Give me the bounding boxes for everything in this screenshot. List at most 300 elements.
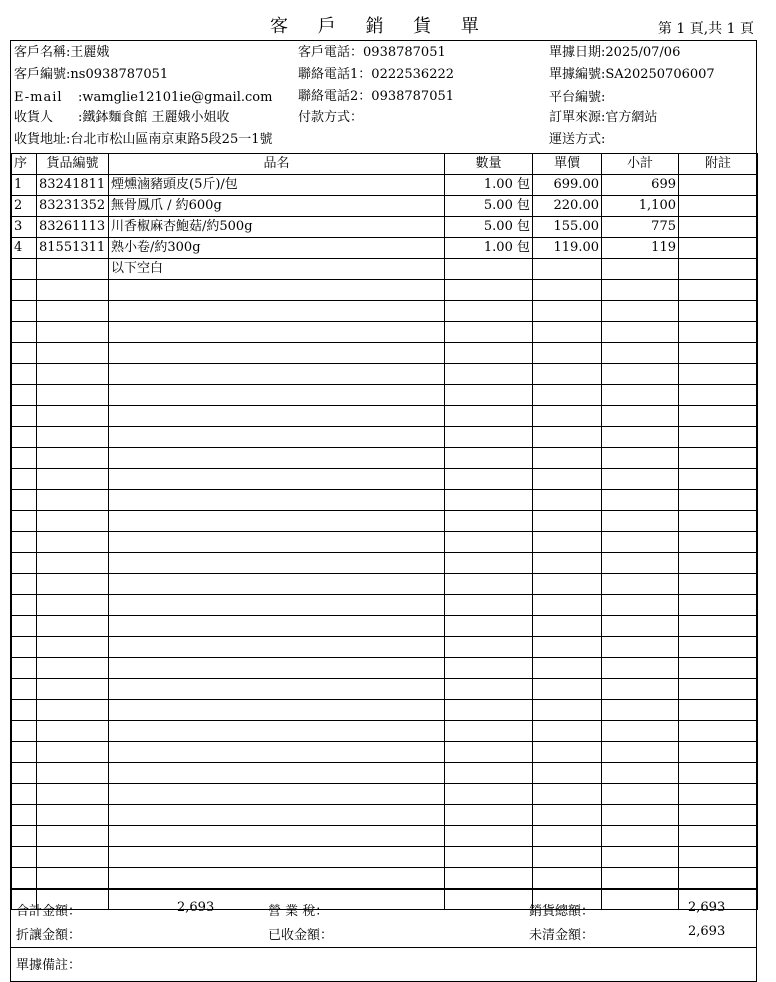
empty-cell xyxy=(602,553,679,574)
empty-cell xyxy=(12,742,37,763)
empty-cell xyxy=(445,805,533,826)
empty-cell xyxy=(602,868,679,889)
table-row xyxy=(12,532,758,553)
empty-cell xyxy=(37,700,109,721)
empty-cell xyxy=(37,784,109,805)
empty-cell xyxy=(12,469,37,490)
item-subtotal: 775 xyxy=(602,217,679,238)
email-value: wamglie12101ie@gmail.com xyxy=(82,90,273,105)
table-row xyxy=(12,868,758,889)
empty-cell xyxy=(445,490,533,511)
contact1-label: 聯絡電話1 xyxy=(298,67,359,82)
table-row xyxy=(12,511,758,532)
empty-cell xyxy=(445,301,533,322)
empty-cell xyxy=(445,616,533,637)
empty-cell xyxy=(12,511,37,532)
item-price: 155.00 xyxy=(533,217,602,238)
empty-cell xyxy=(533,679,602,700)
empty-cell xyxy=(602,511,679,532)
empty-cell xyxy=(37,679,109,700)
empty-cell xyxy=(12,847,37,868)
items-table xyxy=(11,153,758,910)
empty-cell xyxy=(533,448,602,469)
empty-cell xyxy=(109,868,445,889)
empty-cell xyxy=(533,616,602,637)
empty-cell xyxy=(37,847,109,868)
empty-cell xyxy=(533,700,602,721)
item-note xyxy=(679,238,758,259)
empty-cell xyxy=(109,637,445,658)
item-seq: 3 xyxy=(12,217,37,238)
item-name: 無骨鳳爪 / 約600g xyxy=(109,196,445,217)
address-label: 收貨地址 xyxy=(14,132,67,147)
blank-marker: 以下空白 xyxy=(109,259,445,280)
totals-section xyxy=(11,889,756,946)
outstanding-label: 未清金額： xyxy=(529,928,595,943)
address-value: 台北市松山區南京東路5段25一1號 xyxy=(70,132,273,147)
doc-no-value: SA20250706007 xyxy=(605,67,715,82)
empty-cell xyxy=(12,868,37,889)
empty-cell xyxy=(602,322,679,343)
empty-cell xyxy=(679,511,758,532)
empty-cell xyxy=(12,385,37,406)
empty-cell xyxy=(109,574,445,595)
empty-cell xyxy=(533,511,602,532)
empty-cell xyxy=(602,679,679,700)
table-row xyxy=(12,700,758,721)
empty-cell xyxy=(679,868,758,889)
item-unit: 包 xyxy=(516,177,530,192)
empty-cell xyxy=(679,322,758,343)
empty-cell xyxy=(533,406,602,427)
empty-cell xyxy=(445,385,533,406)
empty-cell xyxy=(445,742,533,763)
empty-cell xyxy=(12,679,37,700)
empty-cell xyxy=(37,364,109,385)
empty-cell xyxy=(602,826,679,847)
empty-cell xyxy=(679,469,758,490)
item-name: 熟小卷/約300g xyxy=(109,238,445,259)
empty-cell xyxy=(37,637,109,658)
discount-label: 折讓金額： xyxy=(16,928,82,943)
empty-cell xyxy=(109,280,445,301)
empty-cell xyxy=(533,322,602,343)
empty-cell xyxy=(109,406,445,427)
empty-cell xyxy=(602,637,679,658)
empty-cell xyxy=(109,553,445,574)
empty-cell xyxy=(445,826,533,847)
empty-cell xyxy=(602,721,679,742)
empty-cell xyxy=(679,406,758,427)
empty-cell xyxy=(533,574,602,595)
shipping-field: 運送方式: xyxy=(549,132,606,147)
empty-cell xyxy=(445,847,533,868)
empty-cell xyxy=(679,343,758,364)
empty-cell xyxy=(679,616,758,637)
empty-cell xyxy=(37,763,109,784)
empty-cell xyxy=(679,784,758,805)
table-row xyxy=(12,343,758,364)
empty-cell xyxy=(602,385,679,406)
empty-cell xyxy=(679,490,758,511)
empty-cell xyxy=(679,847,758,868)
empty-cell xyxy=(37,805,109,826)
empty-cell xyxy=(602,847,679,868)
empty-cell xyxy=(109,532,445,553)
table-row xyxy=(12,679,758,700)
empty-cell xyxy=(37,259,109,280)
table-row xyxy=(12,574,758,595)
empty-cell xyxy=(533,259,602,280)
empty-cell xyxy=(445,406,533,427)
item-unit: 包 xyxy=(516,198,530,213)
empty-cell xyxy=(445,637,533,658)
empty-cell xyxy=(37,616,109,637)
doc-no-label: 單據編號 xyxy=(549,67,602,82)
empty-cell xyxy=(533,847,602,868)
email-label: E-mail xyxy=(14,90,63,105)
empty-cell xyxy=(37,301,109,322)
customer-no-field: 客戶編號:ns0938787051 xyxy=(14,67,169,82)
doc-no-field: 單據編號:SA20250706007 xyxy=(549,67,715,82)
empty-cell xyxy=(109,826,445,847)
empty-cell xyxy=(602,595,679,616)
invoice-header xyxy=(11,41,756,153)
table-row xyxy=(12,637,758,658)
empty-cell xyxy=(679,658,758,679)
sales-total-value: 2,693 xyxy=(688,900,726,915)
empty-cell xyxy=(109,427,445,448)
page-info: 第 1 頁,共 1 頁 xyxy=(657,21,754,37)
empty-cell xyxy=(533,280,602,301)
empty-cell xyxy=(445,595,533,616)
empty-cell xyxy=(533,784,602,805)
empty-cell xyxy=(37,490,109,511)
empty-cell xyxy=(602,784,679,805)
empty-cell xyxy=(602,742,679,763)
empty-cell xyxy=(109,469,445,490)
table-row xyxy=(12,322,758,343)
empty-cell xyxy=(109,343,445,364)
empty-cell xyxy=(445,658,533,679)
empty-cell xyxy=(12,322,37,343)
empty-cell xyxy=(533,721,602,742)
empty-cell xyxy=(679,280,758,301)
empty-cell xyxy=(37,574,109,595)
col-header-price: 單價 xyxy=(533,154,602,175)
table-row xyxy=(12,721,758,742)
empty-cell xyxy=(533,658,602,679)
empty-cell xyxy=(679,385,758,406)
table-row xyxy=(12,490,758,511)
empty-cell xyxy=(109,784,445,805)
order-source-label: 訂單來源 xyxy=(549,110,602,125)
empty-cell xyxy=(602,658,679,679)
item-seq: 1 xyxy=(12,175,37,196)
table-row xyxy=(12,763,758,784)
item-code: 83261113 xyxy=(37,217,109,238)
item-subtotal: 119 xyxy=(602,238,679,259)
empty-cell xyxy=(12,532,37,553)
empty-cell xyxy=(12,364,37,385)
empty-cell xyxy=(445,511,533,532)
empty-cell xyxy=(679,553,758,574)
item-name: 川香椒麻杏鮑菇/約500g xyxy=(109,217,445,238)
empty-cell xyxy=(445,763,533,784)
empty-cell xyxy=(37,553,109,574)
empty-cell xyxy=(602,364,679,385)
empty-cell xyxy=(109,364,445,385)
table-row xyxy=(12,406,758,427)
empty-cell xyxy=(533,637,602,658)
table-row xyxy=(12,826,758,847)
empty-cell xyxy=(37,343,109,364)
empty-cell xyxy=(533,490,602,511)
col-header-code: 貨品編號 xyxy=(37,154,109,175)
empty-cell xyxy=(679,595,758,616)
empty-cell xyxy=(37,280,109,301)
empty-cell xyxy=(602,532,679,553)
empty-cell xyxy=(533,469,602,490)
empty-cell xyxy=(445,868,533,889)
empty-cell xyxy=(12,448,37,469)
notes-section xyxy=(11,947,756,982)
empty-cell xyxy=(602,700,679,721)
item-note xyxy=(679,196,758,217)
item-subtotal: 699 xyxy=(602,175,679,196)
address-field: 收貨地址:台北市松山區南京東路5段25一1號 xyxy=(14,132,273,147)
empty-cell xyxy=(445,280,533,301)
empty-cell xyxy=(37,322,109,343)
document-title: 客 戶 銷 貨 單 xyxy=(270,16,491,37)
empty-cell xyxy=(109,490,445,511)
date-value: 2025/07/06 xyxy=(605,45,681,60)
empty-cell xyxy=(602,574,679,595)
empty-cell xyxy=(679,532,758,553)
empty-cell xyxy=(602,301,679,322)
empty-cell xyxy=(445,343,533,364)
empty-cell xyxy=(602,406,679,427)
empty-cell xyxy=(109,847,445,868)
empty-cell xyxy=(679,259,758,280)
empty-cell xyxy=(679,448,758,469)
empty-cell xyxy=(602,490,679,511)
empty-cell xyxy=(679,364,758,385)
item-qty xyxy=(445,196,533,217)
table-row xyxy=(12,259,758,280)
empty-cell xyxy=(679,721,758,742)
item-qty-value: 1.00 xyxy=(483,240,513,255)
empty-cell xyxy=(109,763,445,784)
table-row xyxy=(12,805,758,826)
empty-cell xyxy=(37,511,109,532)
table-row xyxy=(12,469,758,490)
empty-cell xyxy=(533,826,602,847)
empty-cell xyxy=(12,658,37,679)
empty-cell xyxy=(109,679,445,700)
table-row xyxy=(12,595,758,616)
table-row xyxy=(12,364,758,385)
empty-cell xyxy=(109,322,445,343)
empty-cell xyxy=(533,532,602,553)
table-row xyxy=(12,847,758,868)
empty-cell xyxy=(37,721,109,742)
empty-cell xyxy=(445,364,533,385)
col-header-name: 品名 xyxy=(109,154,445,175)
empty-cell xyxy=(533,868,602,889)
empty-cell xyxy=(679,700,758,721)
empty-cell xyxy=(445,469,533,490)
item-qty-value: 5.00 xyxy=(483,198,513,213)
empty-cell xyxy=(602,763,679,784)
empty-cell xyxy=(445,784,533,805)
empty-cell xyxy=(109,301,445,322)
notes-label: 單據備註： xyxy=(16,958,82,973)
table-row xyxy=(12,553,758,574)
empty-cell xyxy=(445,700,533,721)
empty-cell xyxy=(12,595,37,616)
empty-cell xyxy=(12,343,37,364)
receiver-label: 收貨人 xyxy=(14,110,54,125)
item-qty-value: 1.00 xyxy=(483,177,513,192)
col-header-qty: 數量 xyxy=(445,154,533,175)
empty-cell xyxy=(37,385,109,406)
item-name: 煙燻滷豬頭皮(5斤)/包 xyxy=(109,175,445,196)
empty-cell xyxy=(533,595,602,616)
empty-cell xyxy=(445,259,533,280)
empty-cell xyxy=(12,637,37,658)
empty-cell xyxy=(12,427,37,448)
empty-cell xyxy=(679,679,758,700)
col-header-seq: 序 xyxy=(12,154,37,175)
item-unit: 包 xyxy=(516,240,530,255)
empty-cell xyxy=(533,553,602,574)
empty-cell xyxy=(12,553,37,574)
invoice-frame xyxy=(10,40,757,982)
item-price: 220.00 xyxy=(533,196,602,217)
empty-cell xyxy=(109,385,445,406)
empty-cell xyxy=(533,805,602,826)
table-row xyxy=(12,658,758,679)
empty-cell xyxy=(109,805,445,826)
total-value: 2,693 xyxy=(177,900,215,915)
empty-cell xyxy=(12,721,37,742)
empty-cell xyxy=(12,490,37,511)
customer-no-label: 客戶編號 xyxy=(14,67,67,82)
empty-cell xyxy=(445,574,533,595)
empty-cell xyxy=(12,616,37,637)
empty-cell xyxy=(445,427,533,448)
empty-cell xyxy=(602,427,679,448)
contact1-value: 0222536222 xyxy=(371,67,455,82)
empty-cell xyxy=(533,742,602,763)
total-label: 合計金額： xyxy=(16,904,82,919)
empty-cell xyxy=(602,616,679,637)
item-seq: 2 xyxy=(12,196,37,217)
contact2-label: 聯絡電話2 xyxy=(298,89,359,104)
empty-cell xyxy=(37,595,109,616)
table-row xyxy=(12,616,758,637)
empty-cell xyxy=(109,595,445,616)
col-header-note: 附註 xyxy=(679,154,758,175)
item-seq: 4 xyxy=(12,238,37,259)
table-row xyxy=(12,238,758,259)
item-note xyxy=(679,175,758,196)
empty-cell xyxy=(533,343,602,364)
empty-cell xyxy=(445,679,533,700)
empty-cell xyxy=(602,448,679,469)
table-row xyxy=(12,280,758,301)
shipping-label: 運送方式 xyxy=(549,132,602,147)
tax-label: 營 業 稅： xyxy=(268,904,329,919)
contact2-value: 0938787051 xyxy=(371,89,455,104)
empty-cell xyxy=(12,805,37,826)
empty-cell xyxy=(37,469,109,490)
empty-cell xyxy=(37,742,109,763)
table-row xyxy=(12,742,758,763)
table-row xyxy=(12,427,758,448)
col-header-subtotal: 小計 xyxy=(602,154,679,175)
payment-field: 付款方式： xyxy=(298,110,364,125)
order-source-field: 訂單來源:官方網站 xyxy=(549,110,658,125)
empty-cell xyxy=(109,658,445,679)
customer-name-value: 王麗娥 xyxy=(70,45,110,60)
empty-cell xyxy=(37,406,109,427)
received-label: 已收金額： xyxy=(268,928,334,943)
items-body xyxy=(12,175,758,910)
item-qty xyxy=(445,238,533,259)
item-qty xyxy=(445,175,533,196)
phone-field: 客戶電話：0938787051 xyxy=(298,45,446,60)
phone-label: 客戶電話 xyxy=(298,45,351,60)
empty-cell xyxy=(12,259,37,280)
item-unit: 包 xyxy=(516,219,530,234)
empty-cell xyxy=(533,763,602,784)
empty-cell xyxy=(679,427,758,448)
empty-cell xyxy=(602,280,679,301)
empty-cell xyxy=(679,805,758,826)
empty-cell xyxy=(109,721,445,742)
receiver-value: 鐵鉢麵食館 王麗娥小姐收 xyxy=(82,110,230,125)
contact2-field: 聯絡電話2：0938787051 xyxy=(298,89,455,104)
empty-cell xyxy=(445,448,533,469)
empty-cell xyxy=(109,511,445,532)
date-field: 單據日期:2025/07/06 xyxy=(549,45,681,60)
customer-name-label: 客戶名稱 xyxy=(14,45,67,60)
item-qty xyxy=(445,217,533,238)
table-row xyxy=(12,175,758,196)
empty-cell xyxy=(37,826,109,847)
table-row xyxy=(12,196,758,217)
table-row xyxy=(12,217,758,238)
empty-cell xyxy=(533,385,602,406)
customer-name-field: 客戶名稱:王麗娥 xyxy=(14,45,110,60)
table-row xyxy=(12,784,758,805)
item-price: 699.00 xyxy=(533,175,602,196)
contact1-field: 聯絡電話1：0222536222 xyxy=(298,67,455,82)
empty-cell xyxy=(679,826,758,847)
empty-cell xyxy=(679,301,758,322)
empty-cell xyxy=(445,553,533,574)
item-code: 81551311 xyxy=(37,238,109,259)
item-note xyxy=(679,217,758,238)
order-source-value: 官方網站 xyxy=(605,110,658,125)
empty-cell xyxy=(109,448,445,469)
empty-cell xyxy=(679,637,758,658)
empty-cell xyxy=(37,532,109,553)
items-header-row xyxy=(12,154,758,175)
email-field: E-mail :wamglie12101ie@gmail.com xyxy=(14,90,273,105)
